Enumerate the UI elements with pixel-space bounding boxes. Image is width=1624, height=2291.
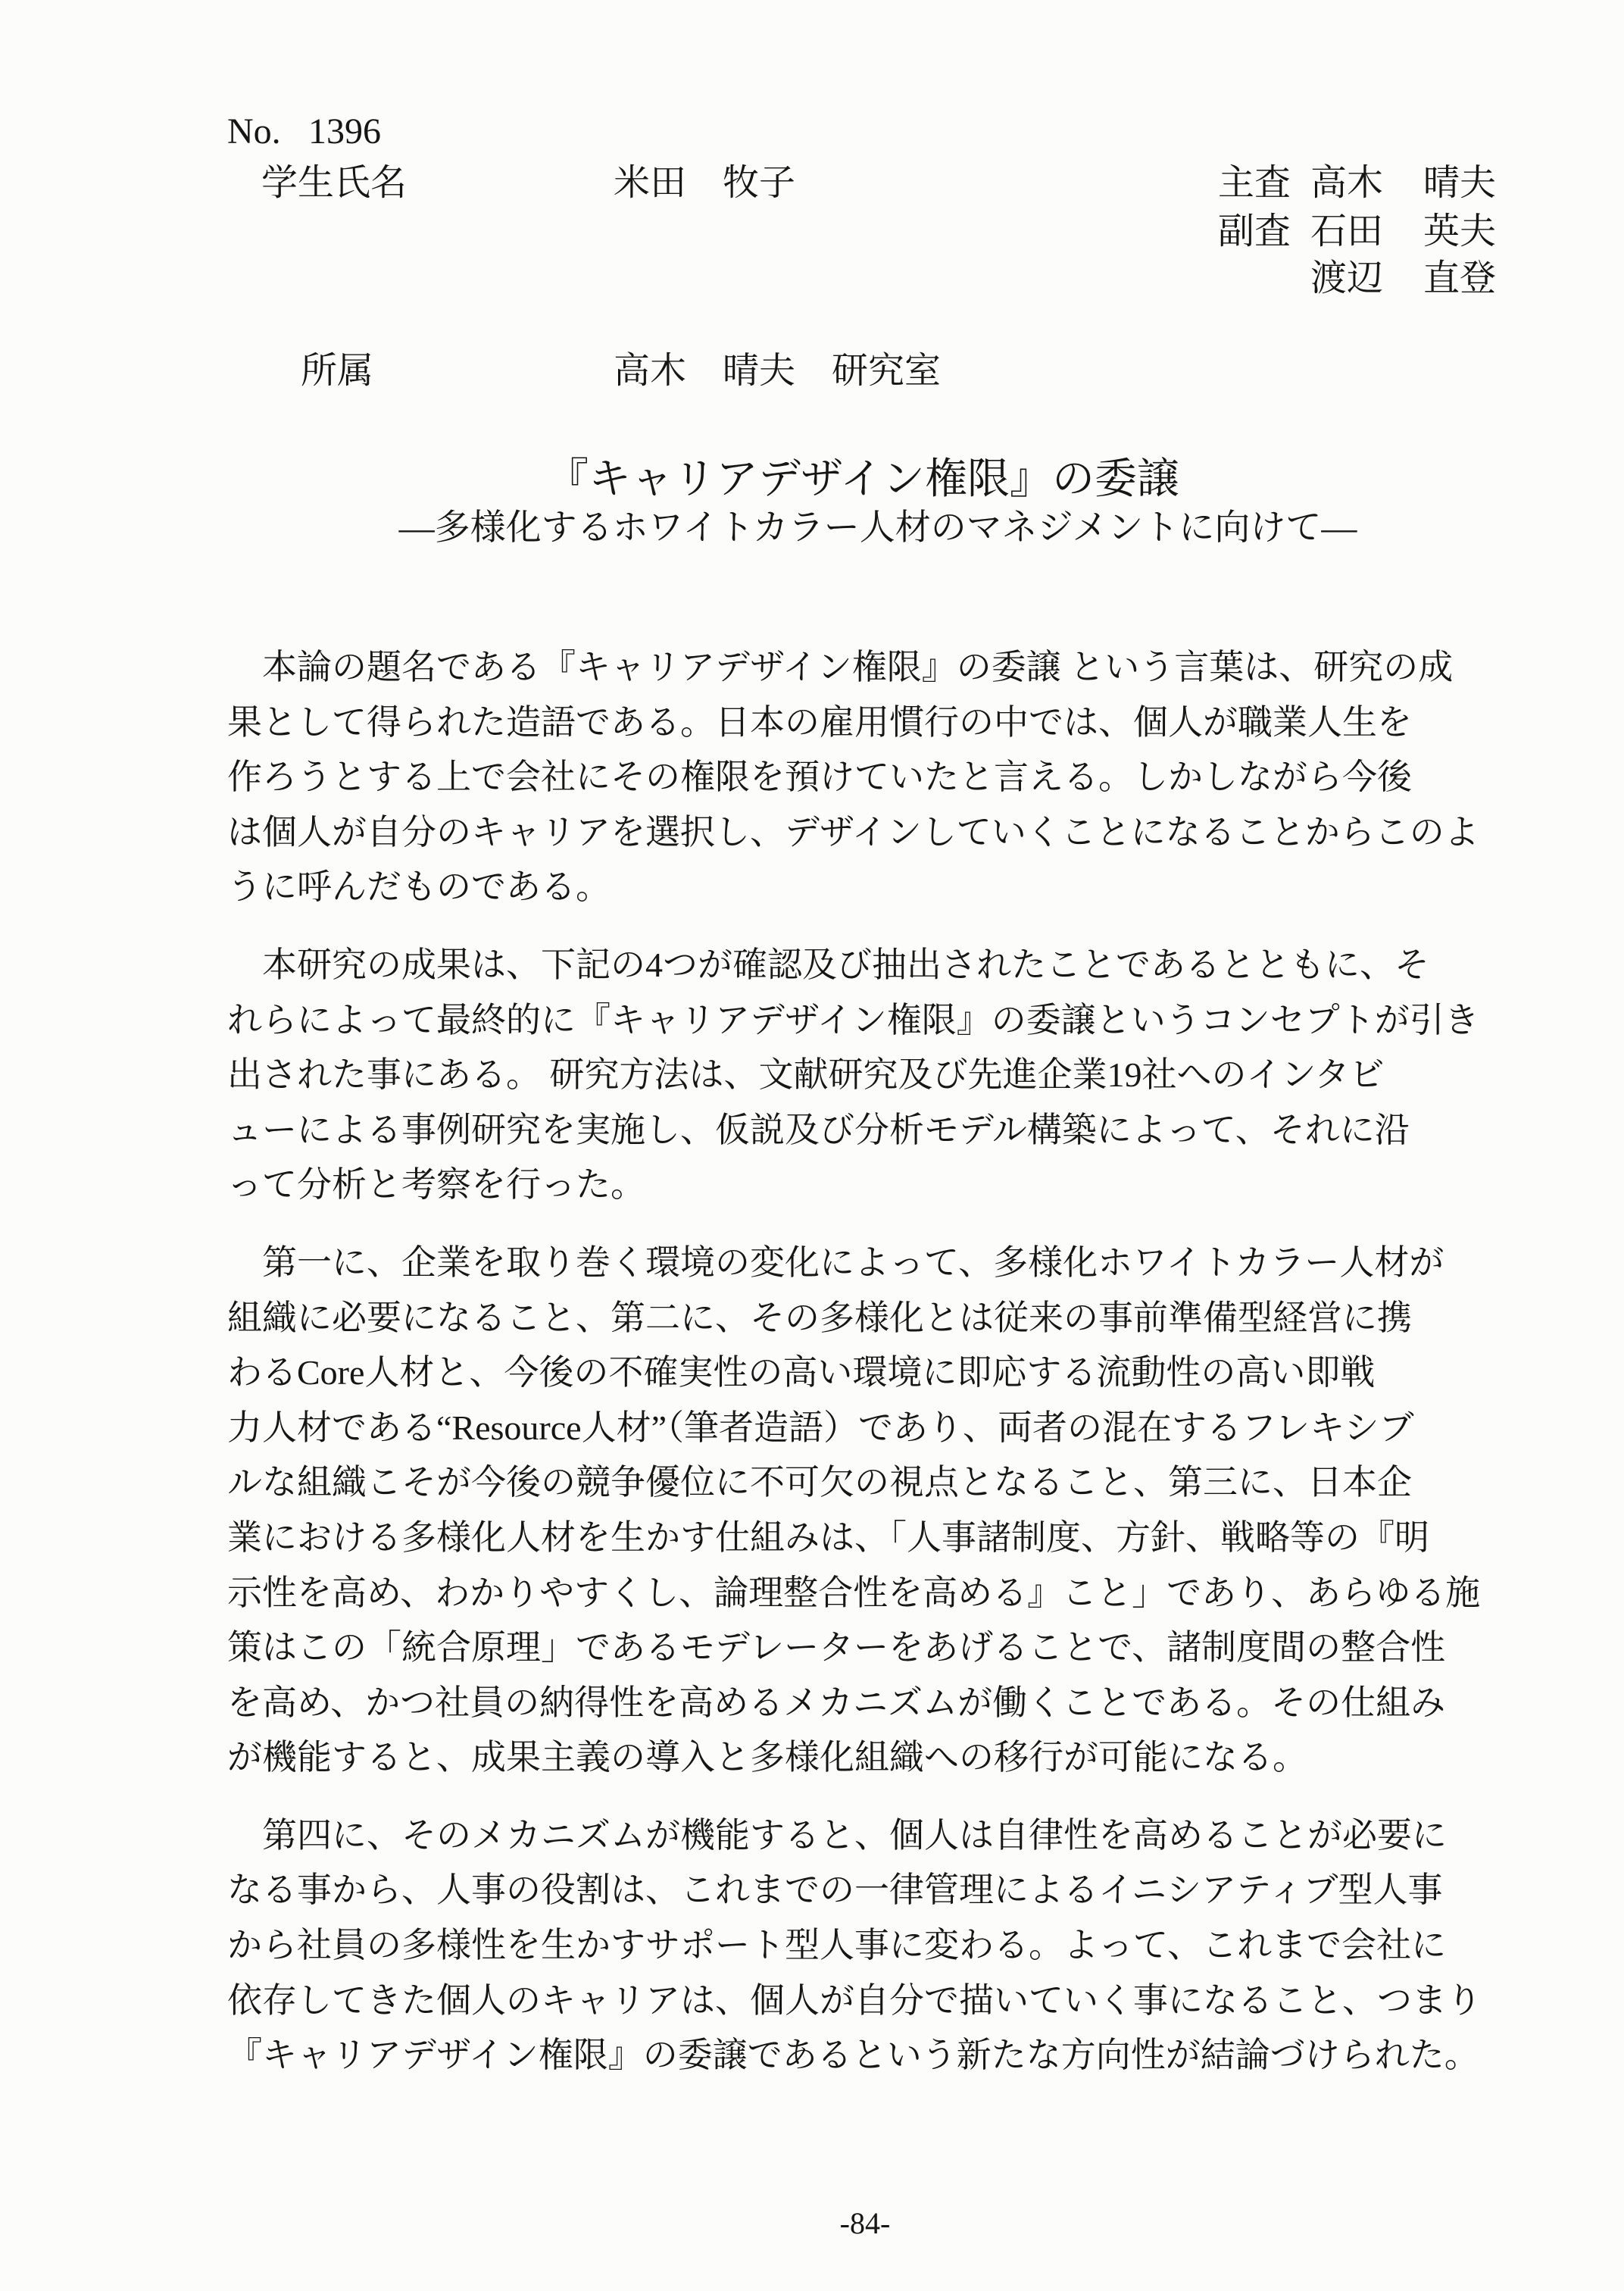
student-label: 学生氏名 [261,163,408,203]
abstract-body [227,640,1545,2106]
paragraph [227,1236,1545,1786]
text-line: 本論の題名である『キャリアデザイン権限』の委譲 という言葉は、研究の成 [262,648,1454,686]
text-line: が機能すると、成果主義の導入と多様化組織への移行が可能になる。 [227,1738,1307,1777]
text-line: わるCore人材と、今後の不確実性の高い環境に即応する流動性の高い即戦 [227,1353,1376,1392]
text-line: 示性を高め、わかりやすくし、論理整合性を高める』こと」であり、あらゆる施 [227,1573,1481,1612]
examiner-given-name: 直登 [1423,258,1497,298]
text-line: は個人が自分のキャリアを選択し、デザインしていくことになることからこのよ [227,812,1479,852]
text-line: 業における多様化人材を生かす仕組みは、「人事諸制度、方針、戦略等の『明 [227,1517,1429,1557]
text-line: なる事から、人事の役割は、これまでの一律管理によるイニシアティブ型人事 [227,1871,1443,1910]
text-line: 『キャリアデザイン権限』の委譲であるという新たな方向性が結論づけられた。 [227,2036,1479,2075]
subtitle: ―多様化するホワイトカラー人材のマネジメントに向けて― [398,508,1357,548]
text-line: 第四に、そのメカニズムが機能すると、個人は自律性を高めることが必要に [262,1815,1447,1855]
text-line: 果として得られた造語である。日本の雇用慣行の中では、個人が職業人生を [227,702,1412,742]
document-number [227,111,281,152]
text-line: を高め、かつ社員の納得性を高めるメカニズムが働くことである。その仕組み [227,1683,1446,1722]
text-line: 組織に必要になること、第二に、その多様化とは従来の事前準備型経営に携 [227,1298,1412,1337]
examiner-family-name: 高木 [1310,163,1384,203]
text-line: 依存してきた個人のキャリアは、個人が自分で描いていく事になること、つまり [227,1980,1482,2020]
text-line: ルな組織こそが今後の競争優位に不可欠の視点となること、第三に、日本企 [227,1463,1412,1502]
text-line: 力人材である“Resource人材”（筆者造語）であり、両者の混在するフレキシブ [227,1408,1414,1447]
examiner-family-name: 石田 [1310,211,1384,252]
text-line: 出された事にある。 研究方法は、文献研究及び先進企業19社へのインタビ [227,1055,1385,1095]
examiner-family-name: 渡辺 [1310,258,1384,298]
text-line: 策はこの「統合原理」であるモデレーターをあげることで、諸制度間の整合性 [227,1628,1446,1667]
examiner-role: 副査 [1218,211,1291,252]
title: 『キャリアデザイン権限』の委譲 [545,456,1180,503]
affiliation: 高木 晴夫 研究室 [614,351,942,391]
page-number: -84- [839,2206,891,2240]
paragraph [227,938,1545,1213]
document-number-value: 1396 [308,111,381,152]
student-name: 米田 牧子 [614,163,796,203]
examiner-role: 主査 [1218,163,1291,203]
examiner-given-name: 晴夫 [1423,163,1497,203]
text-line: 作ろうとする上で会社にその権限を預けていたと言える。しかしながら今後 [227,758,1412,797]
text-line: ューによる事例研究を実施し、仮説及び分析モデル構築によって、それに沿 [227,1110,1410,1149]
affiliation-label: 所属 [301,351,374,391]
text-line: 第一に、企業を取り巻く環境の変化によって、多様化ホワイトカラー人材が [262,1242,1444,1282]
examiner-given-name: 英夫 [1423,211,1497,252]
text-line: から社員の多様性を生かすサポート型人事に変わる。よって、これまで会社に [227,1926,1447,1965]
text-line: うに呼んだものである。 [227,867,611,907]
text-line: れらによって最終的に『キャリアデザイン権限』の委譲というコンセプトが引き [227,1000,1479,1039]
paragraph [227,1808,1545,2083]
text-line: って分析と考察を行った。 [227,1165,645,1205]
paragraph [227,640,1545,915]
document-number-label: No. [227,111,281,152]
text-line: 本研究の成果は、下記の4つが確認及び抽出されたことであるとともに、そ [262,945,1429,984]
